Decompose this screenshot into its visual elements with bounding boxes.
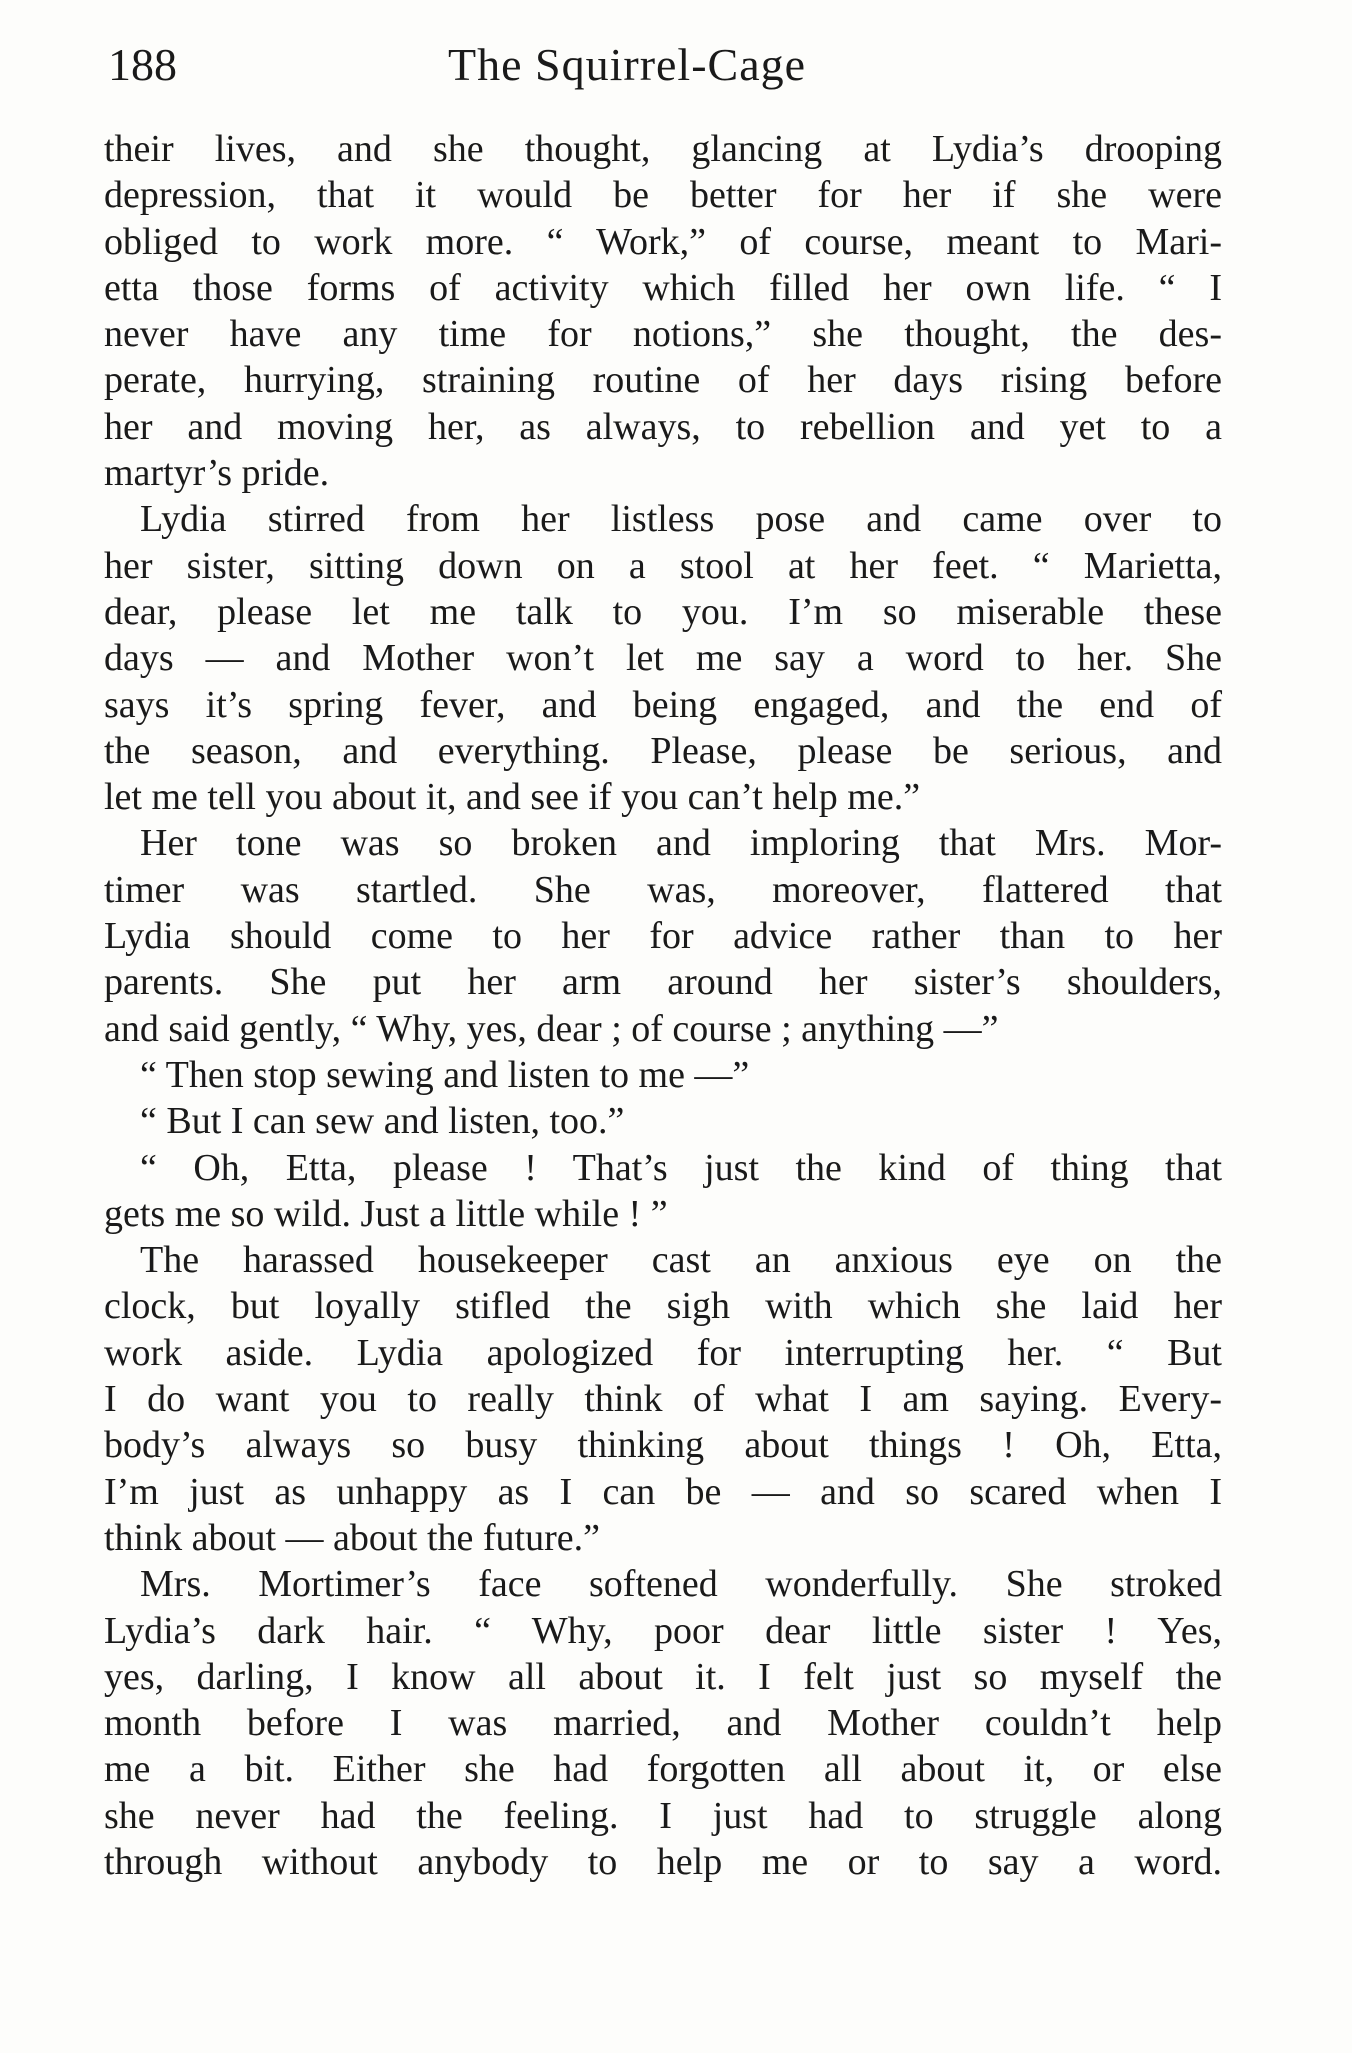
text-line: depression, that it would be better for her if she were (104, 174, 1222, 217)
page-header (108, 30, 1218, 100)
text-line: perate, hurrying, straining routine of her days rising before (104, 359, 1222, 402)
page-number: 188 (108, 39, 177, 90)
text-line: etta those forms of activity which filled her own life. “ I (104, 266, 1222, 309)
text-line: their lives, and she thought, glancing at Lydia’s drooping (104, 128, 1222, 170)
text-line: gets me so wild. Just a little while ! ” (104, 1192, 668, 1235)
text-line: days — and Mother won’t let me say a word to her. She (104, 637, 1222, 680)
text-line: work aside. Lydia apologized for interrupting her. “ But (104, 1331, 1222, 1374)
text-line: body’s always so busy thinking about things ! Oh, Etta, (104, 1424, 1222, 1467)
text-line: “ Oh, Etta, please ! That’s just the kind of thing that (140, 1146, 1222, 1189)
text-line: The harassed housekeeper cast an anxious eye on the (140, 1239, 1222, 1282)
text-line: her and moving her, as always, to rebellion and yet to a (104, 405, 1222, 448)
text-line: I’m just as unhappy as I can be — and so scared when I (104, 1470, 1222, 1513)
text-line: timer was startled. She was, moreover, flattered that (104, 868, 1222, 911)
text-line: I do want you to really think of what I am saying. Every- (104, 1378, 1222, 1421)
text-line: parents. She put her arm around her sister’s shoulders, (104, 961, 1222, 1004)
text-line: Lydia should come to her for advice rather than to her (104, 915, 1222, 958)
text-line: Lydia stirred from her listless pose and came over to (140, 498, 1222, 541)
text-line: me a bit. Either she had forgotten all about it, or else (104, 1748, 1222, 1791)
text-line: through without anybody to help me or to say a word. (104, 1840, 1222, 1883)
text-line: “ But I can sew and listen, too.” (140, 1100, 625, 1143)
text-line: Her tone was so broken and imploring that Mrs. Mor- (140, 822, 1222, 865)
text-line: Lydia’s dark hair. “ Why, poor dear little sister ! Yes, (104, 1609, 1222, 1652)
text-line: “ Then stop sewing and listen to me —” (140, 1053, 750, 1096)
text-line: month before I was married, and Mother couldn’t help (104, 1702, 1222, 1745)
text-line: think about — about the future.” (104, 1516, 600, 1559)
body-text (104, 126, 1222, 1885)
text-line: martyr’s pride. (104, 452, 330, 495)
text-line: she never had the feeling. I just had to struggle along (104, 1794, 1222, 1837)
text-line: obliged to work more. “ Work,” of course, meant to Mari- (104, 220, 1222, 263)
text-line: let me tell you about it, and see if you can’t help me.” (104, 776, 921, 819)
text-line: never have any time for notions,” she thought, the des- (104, 313, 1222, 356)
text-line: says it’s spring fever, and being engaged, and the end of (104, 683, 1222, 726)
text-line: Mrs. Mortimer’s face softened wonderfully. She stroked (140, 1563, 1222, 1606)
text-line: yes, darling, I know all about it. I felt just so myself the (104, 1655, 1222, 1698)
text-line: dear, please let me talk to you. I’m so miserable these (104, 590, 1222, 633)
text-line: her sister, sitting down on a stool at her feet. “ Marietta, (104, 544, 1222, 587)
text-line: clock, but loyally stifled the sigh with which she laid her (104, 1285, 1222, 1328)
text-line: the season, and everything. Please, please be serious, and (104, 729, 1222, 772)
text-line: and said gently, “ Why, yes, dear ; of course ; anything —” (104, 1007, 999, 1050)
running-head: The Squirrel-Cage (448, 39, 807, 90)
